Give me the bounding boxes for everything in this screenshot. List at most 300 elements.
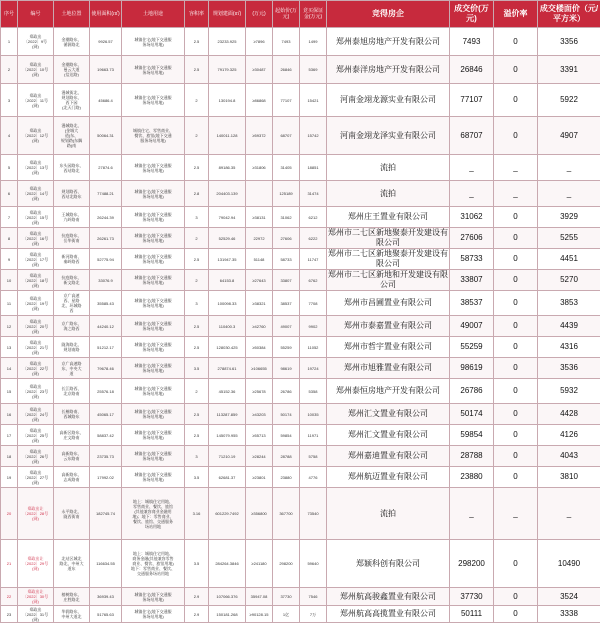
- winning-company: 郑州航高骏鑫置业有限公司: [327, 588, 450, 606]
- winning-company: 郑州汇文置业有限公司: [327, 404, 450, 425]
- reserve-price: ≥356800: [246, 488, 273, 540]
- row-number: 2: [1, 56, 18, 84]
- planned-gfa: 150181.268: [209, 606, 246, 623]
- start-price: 31062: [273, 207, 300, 228]
- land-use: 城镇住宅(地下交通服 务场站用地): [122, 467, 185, 488]
- unit-price: 3391: [538, 56, 600, 84]
- planned-gfa: 79042.94: [209, 207, 246, 228]
- land-use: 城镇住宅(地下交通服 务场站用地): [122, 181, 185, 207]
- unit-price: 3524: [538, 588, 600, 606]
- planned-gfa: 52529.46: [209, 228, 246, 249]
- land-location: 高新区路东、 庄文路南: [54, 425, 90, 446]
- start-price: 77107: [273, 84, 300, 117]
- table-row: [1, 540, 600, 588]
- floor-area-ratio: 3.5: [185, 467, 209, 488]
- planned-gfa: 145079.955: [209, 425, 246, 446]
- land-use: 城镇住宅(地下交通服 务场站用地): [122, 207, 185, 228]
- floor-area-ratio: 3: [185, 207, 209, 228]
- winning-company: 流拍: [327, 155, 450, 181]
- land-area: 36939.43: [90, 588, 122, 606]
- planned-gfa: 100098.33: [209, 291, 246, 316]
- row-number: 14: [1, 358, 18, 379]
- planned-gfa: 204403.139: [209, 181, 246, 207]
- header-col-location: 土地位置: [54, 1, 90, 28]
- header-col-use: 土地用途: [122, 1, 185, 28]
- header-col-code: 编号: [18, 1, 54, 28]
- table-row: [1, 28, 600, 56]
- reserve-price: ≥38131: [246, 207, 273, 228]
- land-area: 45065.17: [90, 404, 122, 425]
- premium-rate: 0: [494, 588, 538, 606]
- land-use: 城镇住宅、零售商业、 餐饮、旅馆(地下交通 服务场站用地): [122, 117, 185, 155]
- winning-company: 郑州航高高揽置业有限公司: [327, 606, 450, 623]
- table-row: [1, 337, 600, 358]
- table-row: [1, 446, 600, 467]
- winning-company: 河南金翊龙泽实业有限公司: [327, 117, 450, 155]
- row-number: 19: [1, 467, 18, 488]
- floor-area-ratio: 2: [185, 379, 209, 404]
- deal-price: _: [450, 181, 494, 207]
- header-col-unit-price: 成交楼面价（元/平方米）: [538, 1, 600, 28]
- table-row: [1, 358, 600, 379]
- deal-price: 298200: [450, 540, 494, 588]
- table-row: [1, 270, 600, 291]
- premium-rate: 0: [494, 425, 538, 446]
- reserve-price: 35947.08: [246, 588, 273, 606]
- row-number: 9: [1, 249, 18, 270]
- unit-price: 5255: [538, 228, 600, 249]
- start-price: 68707: [273, 117, 300, 155]
- land-location: 华润路东、 中州大道北: [54, 606, 90, 623]
- floor-area-ratio: 2.9: [185, 606, 209, 623]
- winning-company: 郑州市二七区新地聚泰开发建设有限公司: [327, 228, 450, 249]
- land-area: 17992.02: [90, 467, 122, 488]
- land-code: 郑政出 〔2022〕21号 (网): [18, 337, 54, 358]
- row-number: 16: [1, 404, 18, 425]
- planned-gfa: 71210.19: [209, 446, 246, 467]
- planned-gfa: 62681.37: [209, 467, 246, 488]
- land-code: 郑政出 〔2022〕18号 (网): [18, 270, 54, 291]
- floor-area-ratio: 2.5: [185, 56, 209, 84]
- deal-price: 50111: [450, 606, 494, 623]
- land-use: 城镇住宅(地下交通服 务场站用地): [122, 84, 185, 117]
- unit-price: 5922: [538, 84, 600, 117]
- premium-rate: 0: [494, 207, 538, 228]
- unit-price: 5932: [538, 379, 600, 404]
- floor-area-ratio: 2.5: [185, 337, 209, 358]
- reserve-price: ≥42760: [246, 316, 273, 337]
- reserve-price: ≥106655: [246, 358, 273, 379]
- winning-company: 郑州庄王置业有限公司: [327, 207, 450, 228]
- table-row: [1, 291, 600, 316]
- start-price: 49007: [273, 316, 300, 337]
- start-price: 367700: [273, 488, 300, 540]
- land-location: 金潮路东、 循源路北: [54, 28, 90, 56]
- row-number: 11: [1, 291, 18, 316]
- land-use: 城镇住宅(地下交通服 务场站用地): [122, 316, 185, 337]
- land-location: 规划路西、 西站北路东: [54, 181, 90, 207]
- land-code: 郑政出 〔2022〕14号 (网): [18, 181, 54, 207]
- planned-gfa: 601229.7492: [209, 488, 246, 540]
- land-location: 东头园路东、 西站路北: [54, 155, 90, 181]
- deal-price: _: [450, 488, 494, 540]
- land-code: 郑政出 〔2022〕13号 (网): [18, 155, 54, 181]
- winning-company: 郑州市二七区新地和开发建设有限公司: [327, 270, 450, 291]
- reserve-price: ≥38321: [246, 291, 273, 316]
- deal-price: 31062: [450, 207, 494, 228]
- land-area: 45686.4: [90, 84, 122, 117]
- header-col-no: 序号: [1, 1, 18, 28]
- land-use: 城镇住宅(地下交通服 务场站用地): [122, 446, 185, 467]
- premium-rate: 0: [494, 446, 538, 467]
- start-price: 98619: [273, 358, 300, 379]
- land-use: 城镇住宅(地下交通服 务场站用地): [122, 358, 185, 379]
- land-location: 北站区城北 路北、中州大 道东: [54, 540, 90, 588]
- planned-gfa: 128030.425: [209, 337, 246, 358]
- floor-area-ratio: 2.5: [185, 316, 209, 337]
- deposit: 6762: [300, 270, 327, 291]
- land-code: 郑政出 〔2022〕25号 (网): [18, 425, 54, 446]
- row-number: 17: [1, 425, 18, 446]
- unit-price: 4043: [538, 446, 600, 467]
- floor-area-ratio: 2.9: [185, 588, 209, 606]
- land-location: 京广高速路 东、中央大 道: [54, 358, 90, 379]
- floor-area-ratio: 3: [185, 446, 209, 467]
- table-row: [1, 84, 600, 117]
- header-col-winner: 竞得房企: [327, 1, 450, 28]
- planned-gfa: 79179.325: [209, 56, 246, 84]
- unit-price: 4907: [538, 117, 600, 155]
- land-location: 陇海路北、 规划南路: [54, 337, 90, 358]
- deposit: 6222: [300, 228, 327, 249]
- table-header: [1, 1, 600, 28]
- planned-gfa: 64153.8: [209, 270, 246, 291]
- start-price: 125189: [273, 181, 300, 207]
- premium-rate: 0: [494, 270, 538, 291]
- unit-price: 10490: [538, 540, 600, 588]
- land-location: 抗疫路东、 新文路北: [54, 270, 90, 291]
- deal-price: 50174: [450, 404, 494, 425]
- start-price: 7493: [273, 28, 300, 56]
- land-area: 33076.9: [90, 270, 122, 291]
- row-number: 7: [1, 207, 18, 228]
- table-row: [1, 117, 600, 155]
- land-area: 25576.18: [90, 379, 122, 404]
- reserve-price: ≥50384: [246, 337, 273, 358]
- table-row: [1, 404, 600, 425]
- reserve-price: 51148: [246, 249, 273, 270]
- deposit: 9902: [300, 316, 327, 337]
- land-location: 永平路北、 陇西街南: [54, 488, 90, 540]
- row-number: 4: [1, 117, 18, 155]
- deal-price: 28788: [450, 446, 494, 467]
- row-number: 13: [1, 337, 18, 358]
- land-use: 城镇住宅(地下交通服 务场站用地): [122, 337, 185, 358]
- reserve-price: ≥31806: [246, 155, 273, 181]
- floor-area-ratio: 2: [185, 270, 209, 291]
- planned-gfa: 110400.3: [209, 316, 246, 337]
- deposit: 7万: [300, 606, 327, 623]
- deposit: 31474: [300, 181, 327, 207]
- premium-rate: 0: [494, 467, 538, 488]
- start-price: 55259: [273, 337, 300, 358]
- floor-area-ratio: 3.16: [185, 488, 209, 540]
- land-code: 郑政出 〔2022〕12号 (网): [18, 117, 54, 155]
- premium-rate: 0: [494, 540, 538, 588]
- land-location: 抗疫路东、 岳华街南: [54, 228, 90, 249]
- row-number: 1: [1, 28, 18, 56]
- winning-company: 郑颖科创有限公司: [327, 540, 450, 588]
- reserve-price: ≥241180: [246, 540, 273, 588]
- premium-rate: 0: [494, 404, 538, 425]
- floor-area-ratio: 2.5: [185, 155, 209, 181]
- floor-area-ratio: 3: [185, 291, 209, 316]
- land-use: 城镇住宅(地下交通服 务场站用地): [122, 249, 185, 270]
- deal-price: 33807: [450, 270, 494, 291]
- land-location: 长江路西、 北京路南: [54, 379, 90, 404]
- row-number: 22: [1, 588, 18, 606]
- land-area: 51212.17: [90, 337, 122, 358]
- land-area: 77488.21: [90, 181, 122, 207]
- land-area: 44240.12: [90, 316, 122, 337]
- table-row: [1, 207, 600, 228]
- land-use: 城镇住宅(地下交通服 务场站用地): [122, 56, 185, 84]
- winning-company: 郑州市昌圃置业有限公司: [327, 291, 450, 316]
- table-row: [1, 155, 600, 181]
- floor-area-ratio: 3.5: [185, 540, 209, 588]
- unit-price: 4428: [538, 404, 600, 425]
- winning-company: 郑州市二七区新地聚泰开发建设有限公司: [327, 249, 450, 270]
- land-code: 郑政出 〔2022〕9号 (网): [18, 28, 54, 56]
- header-col-wan: (万元): [246, 1, 273, 28]
- deposit: 11747: [300, 249, 327, 270]
- reserve-price: ≥7896: [246, 28, 273, 56]
- start-price: 50174: [273, 404, 300, 425]
- deal-price: 55259: [450, 337, 494, 358]
- floor-area-ratio: 3.5: [185, 358, 209, 379]
- unit-price: 5270: [538, 270, 600, 291]
- unit-price: 3338: [538, 606, 600, 623]
- start-price: 31405: [273, 155, 300, 181]
- deal-price: 37730: [450, 588, 494, 606]
- start-price: 38537: [273, 291, 300, 316]
- reserve-price: ≥30487: [246, 56, 273, 84]
- deposit: 5369: [300, 56, 327, 84]
- reserve-price: ≥28244: [246, 446, 273, 467]
- planned-gfa: 278874.61: [209, 358, 246, 379]
- deposit: 15742: [300, 117, 327, 155]
- winning-company: 郑州市旭雅置业有限公司: [327, 358, 450, 379]
- land-code: 郑政出 〔2022〕11号 (网): [18, 84, 54, 117]
- land-location: 高新路东、 志成路南: [54, 467, 90, 488]
- unit-price: 3356: [538, 28, 600, 56]
- start-price: 23880: [273, 467, 300, 488]
- deal-price: 98619: [450, 358, 494, 379]
- table-row: [1, 606, 600, 623]
- premium-rate: _: [494, 488, 538, 540]
- floor-area-ratio: 2.5: [185, 28, 209, 56]
- start-price: 37730: [273, 588, 300, 606]
- reserve-price: ≥27643: [246, 270, 273, 291]
- premium-rate: 0: [494, 358, 538, 379]
- deposit: 73540: [300, 488, 327, 540]
- land-code: 郑政出 〔2022〕22号 (网): [18, 358, 54, 379]
- deal-price: 27606: [450, 228, 494, 249]
- land-use: 城镇住宅(地下交通服 务场站用地): [122, 606, 185, 623]
- header-col-gfa: 规划建面(㎡): [209, 1, 246, 28]
- land-location: 漫城街北、 规划路东、 西下园 (北天门路): [54, 84, 90, 117]
- header-col-area: 使用面积(㎡): [90, 1, 122, 28]
- unit-price: _: [538, 155, 600, 181]
- premium-rate: 0: [494, 117, 538, 155]
- start-price: 28788: [273, 446, 300, 467]
- land-use: 城镇住宅(地下交通服 务场站用地): [122, 28, 185, 56]
- table-row: [1, 228, 600, 249]
- winning-company: 郑州市泰嘉置业有限公司: [327, 316, 450, 337]
- premium-rate: 0: [494, 291, 538, 316]
- deposit: 19724: [300, 358, 327, 379]
- premium-rate: 0: [494, 28, 538, 56]
- land-code: 郑政出 〔2022〕20号 (网): [18, 316, 54, 337]
- header-col-deposit: 竞买保证金(万元): [300, 1, 327, 28]
- header-col-price: 成交价(万元): [450, 1, 494, 28]
- start-price: 58733: [273, 249, 300, 270]
- table-row: [1, 425, 600, 446]
- deposit: 10035: [300, 404, 327, 425]
- land-location: 王城路东、 九岭路南: [54, 207, 90, 228]
- reserve-price: ≥25678: [246, 379, 273, 404]
- reserve-price: ≥59372: [246, 117, 273, 155]
- deal-price: 77107: [450, 84, 494, 117]
- premium-rate: 0: [494, 84, 538, 117]
- row-number: 12: [1, 316, 18, 337]
- table-row: [1, 181, 600, 207]
- land-area: 51765.63: [90, 606, 122, 623]
- reserve-price: ≥55713: [246, 425, 273, 446]
- reserve-price: ≥23801: [246, 467, 273, 488]
- premium-rate: 0: [494, 337, 538, 358]
- floor-area-ratio: 2.5: [185, 404, 209, 425]
- land-area: 182745.74: [90, 488, 122, 540]
- land-location: 长椿路南、 西城路东: [54, 404, 90, 425]
- table-row: [1, 249, 600, 270]
- planned-gfa: 113287.859: [209, 404, 246, 425]
- deposit: 7708: [300, 291, 327, 316]
- deposit: 5358: [300, 379, 327, 404]
- unit-price: _: [538, 488, 600, 540]
- land-area: 50064.31: [90, 117, 122, 155]
- unit-price: 3810: [538, 467, 600, 488]
- deal-price: 38537: [450, 291, 494, 316]
- land-location: 京广路东、 海之路西: [54, 316, 90, 337]
- planned-gfa: 140011.128: [209, 117, 246, 155]
- premium-rate: 0: [494, 56, 538, 84]
- land-location: 新河路南、 秦岭路西: [54, 249, 90, 270]
- table-row: [1, 488, 600, 540]
- land-use: 城镇住宅(地下交通服 务场站用地): [122, 404, 185, 425]
- header-row: [1, 1, 600, 28]
- deposit: 1499: [300, 28, 327, 56]
- winning-company: 流拍: [327, 488, 450, 540]
- deal-price: 59854: [450, 425, 494, 446]
- unit-price: _: [538, 181, 600, 207]
- land-code: 郑政出 〔2022〕17号 (网): [18, 249, 54, 270]
- deposit: 6212: [300, 207, 327, 228]
- row-number: 15: [1, 379, 18, 404]
- floor-area-ratio: 2.8: [185, 181, 209, 207]
- reserve-price: ≥43203: [246, 404, 273, 425]
- unit-price: 4439: [538, 316, 600, 337]
- table-row: [1, 379, 600, 404]
- reserve-price: [246, 181, 273, 207]
- floor-area-ratio: 2: [185, 84, 209, 117]
- winning-company: 流拍: [327, 181, 450, 207]
- row-number: 20: [1, 488, 18, 540]
- land-code: 郑政出让 〔2022〕28号 (网): [18, 488, 54, 540]
- deal-price: 26786: [450, 379, 494, 404]
- land-area: 52775.94: [90, 249, 122, 270]
- deal-price: _: [450, 155, 494, 181]
- floor-area-ratio: 2: [185, 228, 209, 249]
- premium-rate: _: [494, 181, 538, 207]
- planned-gfa: 131947.35: [209, 249, 246, 270]
- deal-price: 23880: [450, 467, 494, 488]
- deal-price: 7493: [450, 28, 494, 56]
- planned-gfa: 23233.925: [209, 28, 246, 56]
- land-code: 郑政出让 〔2022〕29号 (网): [18, 540, 54, 588]
- land-area: 26261.73: [90, 228, 122, 249]
- premium-rate: 0: [494, 228, 538, 249]
- premium-rate: _: [494, 155, 538, 181]
- header-col-start-price: 起始价(万元): [273, 1, 300, 28]
- land-area: 26244.39: [90, 207, 122, 228]
- land-code: 郑政出 〔2022〕15号 (网): [18, 207, 54, 228]
- start-price: 26786: [273, 379, 300, 404]
- row-number: 6: [1, 181, 18, 207]
- winning-company: 郑州汇文置业有限公司: [327, 425, 450, 446]
- unit-price: 3536: [538, 358, 600, 379]
- header-col-far: 容积率: [185, 1, 209, 28]
- unit-price: 3853: [538, 291, 600, 316]
- land-use: 城镇住宅(地下交通服 务场站用地): [122, 588, 185, 606]
- deal-price: 26846: [450, 56, 494, 84]
- land-location: 高新路东、 云东路南: [54, 446, 90, 467]
- table-row: [1, 467, 600, 488]
- start-price: 33807: [273, 270, 300, 291]
- land-code: 郑政出 〔2022〕16号 (网): [18, 228, 54, 249]
- start-price: 298200: [273, 540, 300, 588]
- planned-gfa: 107066.376: [209, 588, 246, 606]
- deposit: 15421: [300, 84, 327, 117]
- land-area: 35585.43: [90, 291, 122, 316]
- land-use: 地上：城镇住宅用地、 商务金融(其他兼容零售 商业、餐饮、旅馆用地) 地下：零售商业、餐饮、 交通服务场站用地: [122, 540, 185, 588]
- premium-rate: 0: [494, 249, 538, 270]
- unit-price: 3929: [538, 207, 600, 228]
- row-number: 5: [1, 155, 18, 181]
- reserve-price: 22972: [246, 228, 273, 249]
- land-code: 郑政出 〔2022〕31号 (网): [18, 606, 54, 623]
- premium-rate: 0: [494, 379, 538, 404]
- land-location: 漫城路北、 (金城大 道)东、 规划路(东隅 路)南: [54, 117, 90, 155]
- land-location: 京广高速 西、星路 北、环城路 西: [54, 291, 90, 316]
- winning-company: 河南金翊龙源实业有限公司: [327, 84, 450, 117]
- deposit: 18851: [300, 155, 327, 181]
- row-number: 8: [1, 228, 18, 249]
- winning-company: 郑州泰恒房地产开发有限公司: [327, 379, 450, 404]
- row-number: 23: [1, 606, 18, 623]
- land-area: 58837.42: [90, 425, 122, 446]
- winning-company: 郑州市哲宇置业有限公司: [327, 337, 450, 358]
